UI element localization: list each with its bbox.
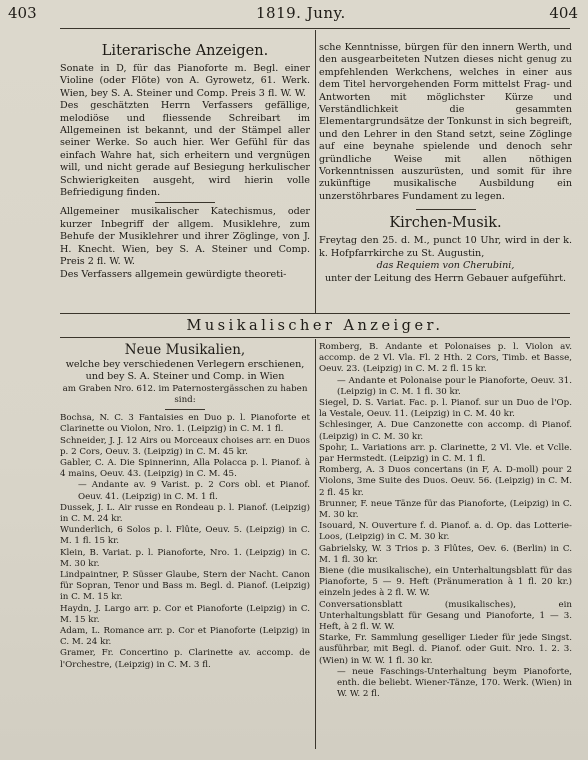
header-date: 1819. Juny. <box>256 4 346 22</box>
notice-paragraph: Des Verfassers allgemein gewürdigte theoreti- <box>60 268 287 280</box>
list-item: Isouard, N. Ouverture f. d. Pianof. a. d. Op. das Lotterie-Loos, (Leipzig) in C. M. 30 kr. <box>319 521 572 543</box>
list-item: Romberg, A. 3 Duos concertans (in F, A. D-moll) pour 2 Violons, 3me Suite des Duos. Oeuv. 56. (Leipzig) in C. M. 2 fl. 45 kr. <box>319 465 572 498</box>
list-item: Adam, L. Romance arr. p. Cor et Pianoforte (Leipzig) in C. M. 24 kr. <box>60 626 310 648</box>
list-item: Biene (die musikalische), ein Unterhaltungsblatt für das Pianoforte, 5 — 9. Heft (Pränumeration à 1 fl. 20 kr.) einzeln jedes à 2 fl. W. W. <box>319 566 572 599</box>
list-item: Gramer, Fr. Concertino p. Clarinette av. accomp. de l'Orchestre, (Leipzig) in C. M. 3 fl. <box>60 648 310 670</box>
literary-notices-title: Literarische Anzeigen. <box>101 43 269 59</box>
new-music-subtitle: und bey S. A. Steiner und Comp. in Wien <box>85 371 285 383</box>
list-item: Brunner, F. neue Tänze für das Pianoforte, (Leipzig) in C. M. 30 kr. <box>319 498 572 521</box>
list-item: Klein, B. Variat. p. l. Pianoforte, Nro. 1. (Leipzig) in C. M. 30 kr. <box>60 547 310 569</box>
new-music-list-continued <box>319 342 572 701</box>
separator <box>416 209 476 210</box>
list-item: Haydn, J. Largo arr. p. Cor et Pianoforte (Leipzig) in C. M. 15 kr. <box>60 603 310 625</box>
list-item: Romberg, B. Andante et Polonaises p. l. Violon av. accomp. de 2 Vl. Vla. Fl. 2 Hth. 2 Cors, Timb. et Basse, Oeuv. 23. (Leipzig) in C. M. 2 fl. 15 kr. <box>319 342 572 375</box>
church-music-text: Freytag den 25. d. M., punct 10 Uhr, wird in der k. k. Hofpfarrkirche zu St. Augustin, <box>319 235 572 259</box>
section-rule <box>60 313 570 314</box>
music-advertiser-title: Musikalischer Anzeiger. <box>186 318 444 334</box>
new-music-address: am Graben Nro. 612. im Paternostergässchen zu haben sind: <box>62 383 308 406</box>
church-music-work: das Requiem von Cherubini, <box>376 260 515 272</box>
new-music-title: Neue Musikalien, <box>124 342 246 358</box>
list-item: Wunderlich, 6 Solos p. l. Flûte, Oeuv. 5. (Leipzig) in C. M. 1 fl. 15 kr. <box>60 525 310 547</box>
list-item: Starke, Fr. Sammlung geselliger Lieder für jede Singst. ausführbar, mit Begl. d. Pianof. oder Guit. Nro. 1. 2. 3. (Wien) in W. W. 1 fl. 30 kr. <box>319 633 572 666</box>
list-item: Dussek, J. L. Air russe en Rondeau p. l. Pianof. (Leipzig) in C. M. 24 kr. <box>60 502 310 525</box>
list-item: Gabler, C. A. Die Spinnerinn, Alla Polacca p. l. Pianof. à 4 mains, Oeuv. 43. (Leipzig) in C. M. 45. <box>60 458 310 480</box>
notice-paragraph: Des geschätzten Herrn Verfassers gefällige, melodiöse und fliessende Schreibart im Allgemeinen ist bekannt, und der Stämpel aller seiner Werke. So auch hier. Wer Gefühl für das einfach Wahre hat, sich erheitern und vergnügen will, und nicht gerade auf Besiegung herkulischer Schwierigkeiten ausgeht, wird hierin volle Befriedigung finden. <box>60 100 310 199</box>
column-rule <box>315 339 316 749</box>
notice-paragraph: Sonate in D, für das Pianoforte m. Begl. einer Violine (oder Flöte) von A. Gyrowetz, 61. Werk. Wien, bey S. A. Steiner und Comp. Preis 3 fl. W. W. <box>60 63 310 99</box>
list-item: Siegel, D. S. Variat. Fac. p. l. Pianof. sur un Duo de l'Op. la Vestale, Oeuv. 11. (Leipzig) in C. M. 40 kr. <box>319 398 572 420</box>
running-header <box>0 4 588 26</box>
separator <box>165 409 205 410</box>
list-item: — neue Faschings-Unterhaltung beym Pianoforte, enth. die beliebt. Wiener-Tänze, 170. Werk. (Wien) in W. W. 2 fl. <box>337 666 572 700</box>
list-item: — Andante av. 9 Varist. p. 2 Cors obl. et Pianof. Oeuv. 41. (Leipzig) in C. M. 1 fl. <box>78 480 310 502</box>
list-item: Conversationsblatt (musikalisches), ein Unterhaltungsblatt für Gesang und Pianoforte, 1 — 3. Heft, à 2 fl. W. W. <box>319 599 572 633</box>
separator <box>155 202 215 203</box>
new-music-list <box>60 342 310 671</box>
list-item: Schneider, J. J. 12 Airs ou Morceaux choises arr. en Duos p. 2 Cors, Oeuv. 3. (Leipzig) in C. M. 45 kr. <box>60 435 310 457</box>
header-rule <box>60 28 570 29</box>
new-music-subtitle: welche bey verschiedenen Verlegern erschienen, <box>65 359 305 370</box>
page-number-right: 404 <box>549 4 578 22</box>
list-item: — Andante et Polonaise pour le Pianoforte, Oeuv. 31. (Leipzig) in C. M. 1 fl. 30 kr. <box>337 375 572 397</box>
literary-notices <box>60 42 310 281</box>
column-rule <box>315 30 316 313</box>
continued-notice <box>319 42 572 285</box>
church-music-title: Kirchen-Musik. <box>389 215 502 232</box>
list-item: Gabrielsky, W. 3 Trios p. 3 Flûtes, Oev. 6. (Berlin) in C. M. 1 fl. 30 kr. <box>319 543 572 565</box>
list-item: Lindpaintner, P. Süsser Glaube, Stern der Nacht. Canon für Sopran, Tenor und Bass m. Begl. d. Pianof. (Leipzig) in C. M. 15 kr. <box>60 570 310 603</box>
church-music-conductor: unter der Leitung des Herrn Gebauer aufgeführt. <box>324 272 567 284</box>
page-number-left: 403 <box>8 4 37 22</box>
notice-paragraph: Allgemeiner musikalischer Katechismus, oder kurzer Inbegriff der allgem. Musiklehre, zum Behufe der Musiklehrer und ihrer Zöglinge, von J. H. Knecht. Wien, bey S. A. Steiner und Comp. Preis 2 fl. W. W. <box>60 206 310 268</box>
list-item: Schlesinger, A. Due Canzonette con accomp. di Pianof. (Leipzig) in C. M. 30 kr. <box>319 420 572 442</box>
list-item: Spohr, L. Variations arr. p. Clarinette, 2 Vl. Vle. et Vclle. par Hermstedt. (Leipzig) in C. M. 1 fl. <box>319 442 572 465</box>
notice-paragraph: sche Kenntnisse, bürgen für den innern Werth, und den ausgearbeiteten Nutzen dieses nicht genug zu empfehlenden Werkchens, welches in einer aus dem Titel hervorgehenden Form mittelst Frag- und Antworten mit möglichster Kürze und Verständlichkeit die gesammten Elementargrundsätze der Tonkunst in sich begreift, und den Lehrer in den Stand setzt, seine Zöglinge auf eine beynahe spielende und denoch sehr gründliche Weise mit allen nöthigen Vorkenntnissen auszurüsten, und somit für ihre zukünftige musikalische Ausbildung ein unzerstöhrbares Fundament zu legen. <box>319 42 572 202</box>
list-item: Bochsa, N. C. 3 Fantaisies en Duo p. l. Pianoforte et Clarinette ou Violon, Nro. 1. (Leipzig) in C. M. 1 fl. <box>60 413 310 435</box>
section-rule <box>60 337 570 338</box>
